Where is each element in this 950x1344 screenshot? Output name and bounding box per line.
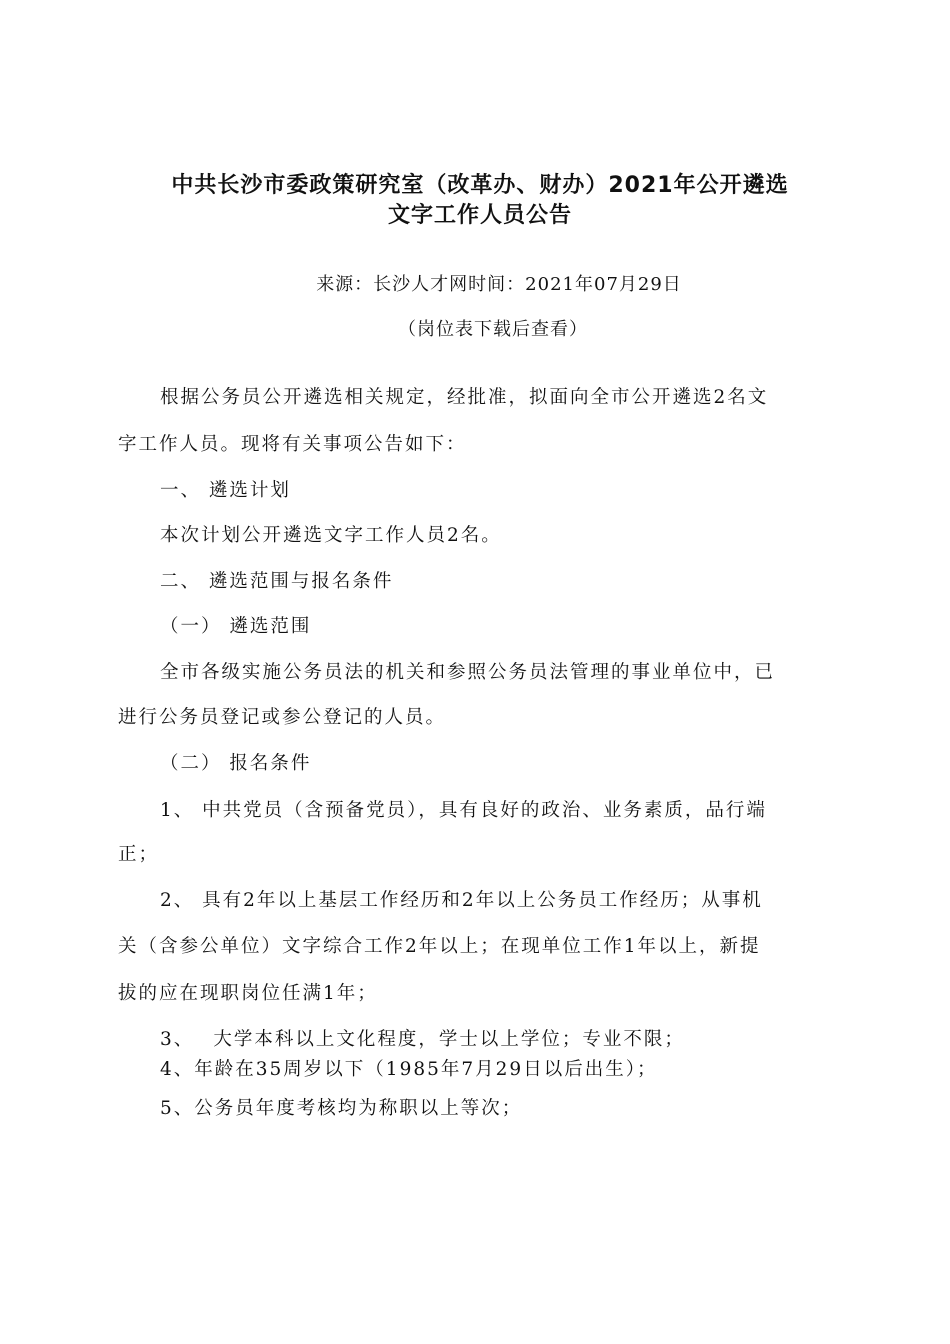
download-note: （岗位表下载后查看） [398, 319, 588, 340]
document-title-line-1: 中共长沙市委政策研究室（改革办、财办）2021年公开遴选 [171, 173, 789, 198]
list-item: 1、 中共党员（含预备党员），具有良好的政治、业务素质，品行端 [160, 800, 767, 821]
subsection-heading: （二） 报名条件 [160, 753, 312, 774]
body-line: 字工作人员。现将有关事项公告如下： [118, 434, 467, 455]
section-heading: 二、 遴选范围与报名条件 [160, 571, 394, 592]
list-item-continuation: 正； [118, 844, 160, 865]
list-item: 2、 具有2年以上基层工作经历和2年以上公务员工作经历；从事机 [160, 890, 763, 911]
list-item-continuation: 拔的应在现职岗位任满1年； [118, 983, 378, 1004]
body-line: 进行公务员登记或参公登记的人员。 [118, 707, 447, 728]
source-line: 来源：长沙人才网时间：2021年07月29日 [316, 274, 682, 295]
subsection-heading: （一） 遴选范围 [160, 616, 312, 637]
list-item: 4、年龄在35周岁以下（1985年7月29日以后出生）； [160, 1059, 658, 1080]
document-title-line-2: 文字工作人员公告 [387, 203, 572, 228]
body-line: 根据公务员公开遴选相关规定，经批准，拟面向全市公开遴选2名文 [160, 387, 769, 408]
list-item-continuation: 关（含参公单位）文字综合工作2年以上；在现单位工作1年以上，新提 [118, 936, 761, 957]
body-line: 全市各级实施公务员法的机关和参照公务员法管理的事业单位中，已 [160, 662, 776, 683]
list-item: 3、 大学本科以上文化程度，学士以上学位；专业不限； [160, 1029, 685, 1050]
list-item: 5、公务员年度考核均为称职以上等次； [160, 1098, 523, 1119]
section-heading: 一、 遴选计划 [160, 480, 291, 501]
body-line: 本次计划公开遴选文字工作人员2名。 [160, 525, 502, 546]
